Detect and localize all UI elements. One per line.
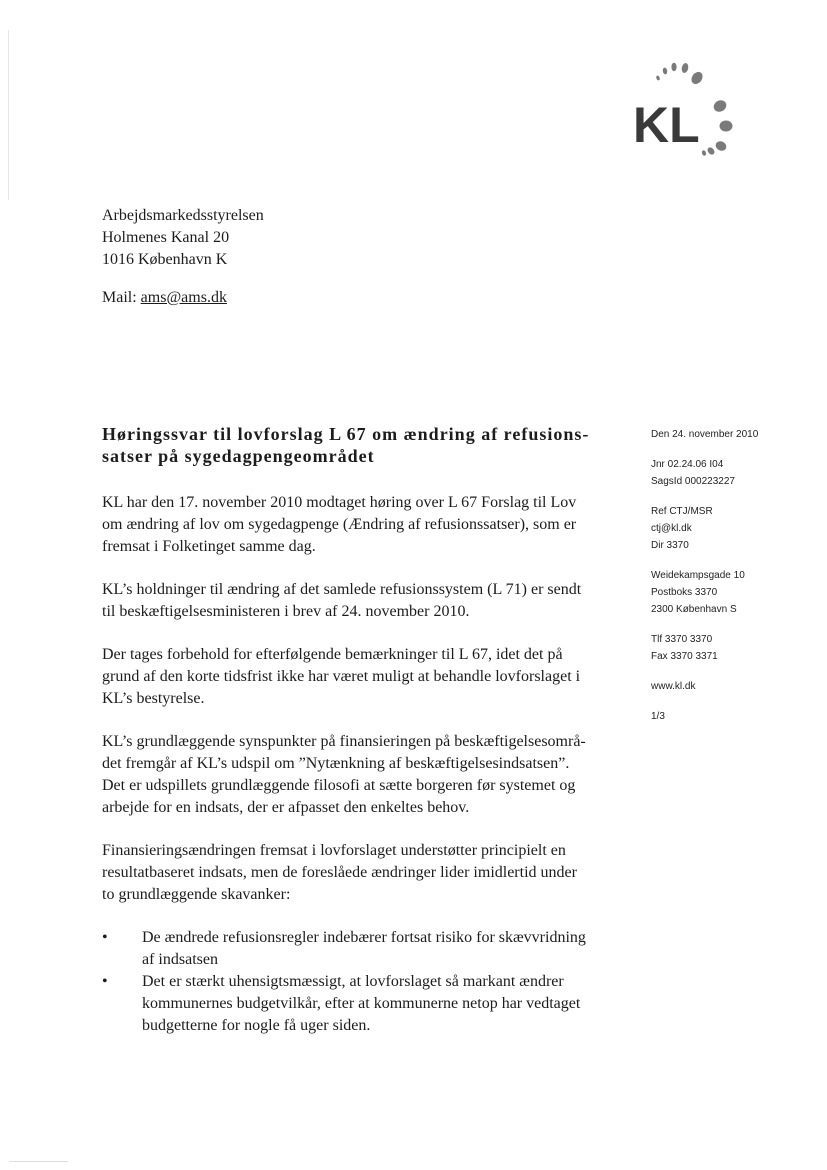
text-line: budgetterne for nogle få uger siden. — [142, 1017, 371, 1034]
text-line: om ændring af lov om sygedagpenge (Ændring af refusionssatser), som er — [102, 516, 577, 533]
text-line: KL’s grundlæggende synspunkter på finansieringen på beskæftigelsesområ- — [102, 733, 586, 750]
text-line: fremsat i Folketinget samme dag. — [102, 538, 316, 555]
text-line: KL’s bestyrelse. — [102, 690, 205, 707]
page-number: 1/3 — [651, 711, 665, 722]
sender-street: Weidekampsgade 10 — [651, 570, 745, 581]
bullet-list — [102, 927, 622, 1037]
text-line: Det er udspillets grundlæggende filosofi at sætte borgeren før systemet og — [102, 777, 576, 794]
text-line: Der tages forbehold for efterfølgende bemærkninger til L 67, idet det på — [102, 646, 563, 663]
recipient-street: Holmenes Kanal 20 — [102, 229, 230, 246]
direct-phone: Dir 3370 — [651, 540, 689, 551]
fax-number: Fax 3370 3371 — [651, 651, 718, 662]
mail-label: Mail: — [102, 289, 141, 306]
paragraph-1 — [102, 492, 622, 558]
sender-info-sidebar — [651, 426, 821, 725]
bullet-item-2 — [102, 971, 622, 1037]
text-line: to grundlæggende skavanker: — [102, 886, 291, 903]
phone-number: Tlf 3370 3370 — [651, 634, 713, 645]
reference: Ref CTJ/MSR — [651, 506, 713, 517]
sender-postbox: Postboks 3370 — [651, 587, 718, 598]
text-line: resultatbaseret indsats, men de foreslåede ændringer lider imidlertid under — [102, 864, 577, 881]
journal-number: Jnr 02.24.06 I04 — [651, 459, 724, 470]
recipient-address — [102, 205, 264, 271]
text-line: grund af den korte tidsfrist ikke har været muligt at behandle lovforslaget i — [102, 668, 581, 685]
text-line: til beskæftigelsesministeren i brev af 24. november 2010. — [102, 603, 470, 620]
scan-footer-mark — [10, 1161, 68, 1162]
paragraph-4 — [102, 731, 622, 819]
paragraph-2 — [102, 579, 622, 623]
sender-city: 2300 København S — [651, 604, 737, 615]
letter-heading — [102, 423, 622, 467]
recipient-name: Arbejdsmarkedsstyrelsen — [102, 207, 264, 224]
paragraph-5 — [102, 840, 622, 906]
paragraph-3 — [102, 644, 622, 710]
text-line: det fremgår af KL’s udspil om ”Nytænkning af beskæftigelsesindsatsen”. — [102, 755, 570, 772]
website-link[interactable]: www.kl.dk — [651, 681, 696, 692]
scan-margin-mark — [8, 30, 9, 200]
text-line: Finansieringsændringen fremsat i lovforslaget understøtter principielt en — [102, 842, 566, 859]
bullet-dot: • — [102, 973, 108, 990]
text-line: af indsatsen — [142, 951, 218, 968]
bullet-item-1 — [102, 927, 622, 971]
logo-lettering: KL — [633, 97, 700, 153]
text-line: KL’s holdninger til ændring af det samlede refusionssystem (L 71) er sendt — [102, 581, 582, 598]
heading-line-1: Høringssvar til lovforslag L 67 om ændring af refusions- — [102, 424, 590, 444]
mail-address-link[interactable]: ams@ams.dk — [140, 289, 227, 306]
letter-body — [102, 492, 622, 1037]
letter-date: Den 24. november 2010 — [651, 429, 759, 440]
heading-line-2: satser på sygedagpengeområdet — [102, 446, 375, 466]
text-line: Det er stærkt uhensigtsmæssigt, at lovforslaget så markant ændrer — [142, 973, 564, 990]
case-id: SagsId 000223227 — [651, 476, 735, 487]
recipient-mail — [102, 287, 227, 309]
contact-email-link[interactable]: ctj@kl.dk — [651, 523, 692, 534]
text-line: arbejde for en indsats, der er afpasset den enkeltes behov. — [102, 799, 470, 816]
text-line: De ændrede refusionsregler indebærer fortsat risiko for skævvridning — [142, 929, 586, 946]
recipient-city: 1016 København K — [102, 251, 228, 268]
text-line: kommunernes budgetvilkår, efter at kommunerne netop har vedtaget — [142, 995, 581, 1012]
text-line: KL har den 17. november 2010 modtaget høring over L 67 Forslag til Lov — [102, 494, 577, 511]
kl-logo — [628, 56, 748, 166]
bullet-dot: • — [102, 929, 108, 946]
